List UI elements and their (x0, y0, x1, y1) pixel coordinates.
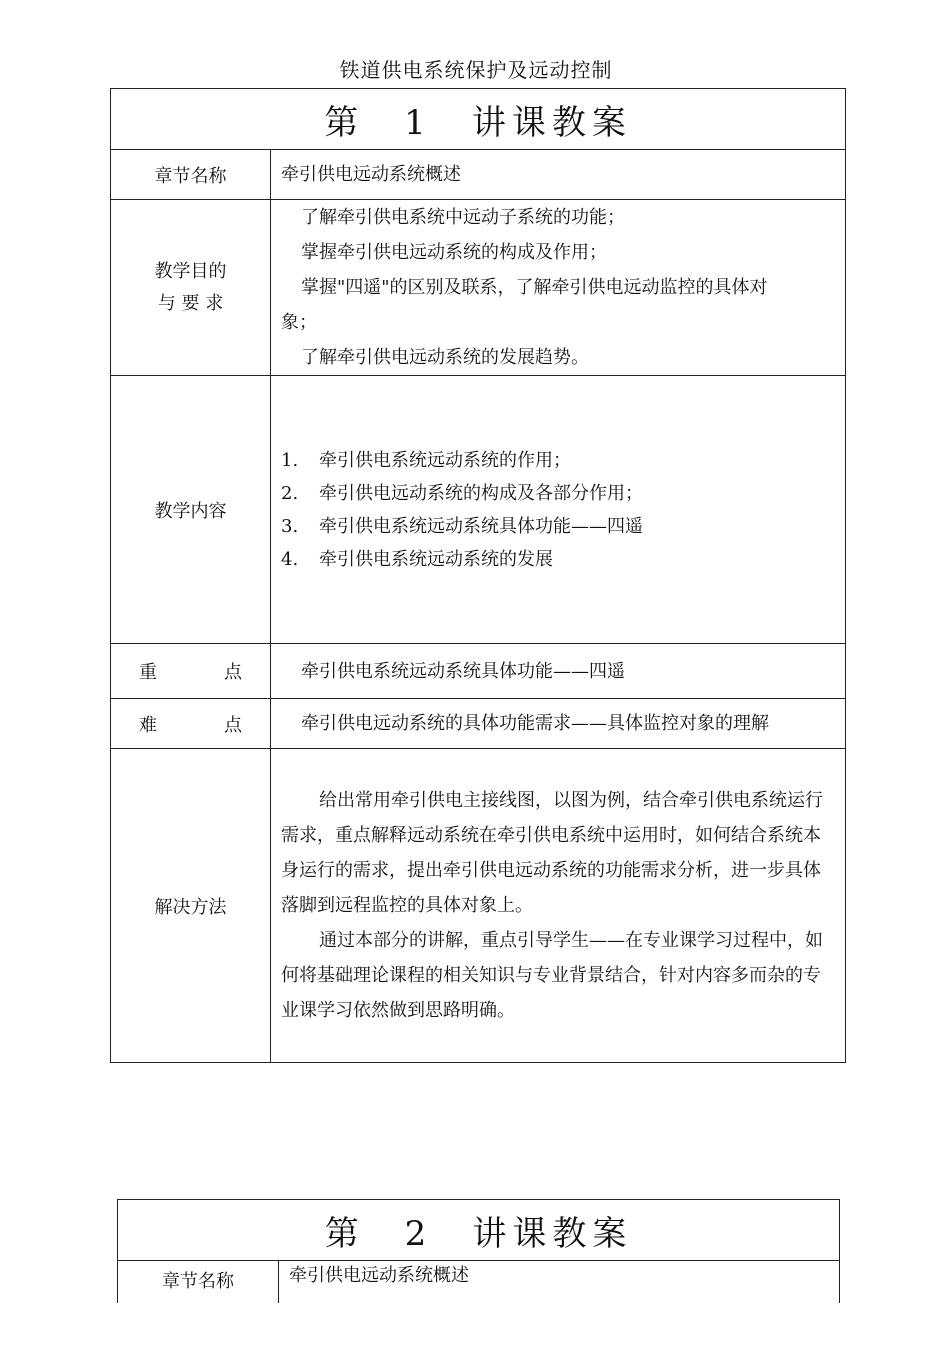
objective-item: 了解牵引供电远动系统的发展趋势。 (301, 347, 589, 368)
objectives-label (111, 200, 271, 376)
content-label: 教学内容 (111, 376, 271, 644)
difficulty-label (111, 699, 271, 749)
chapter-label: 章节名称 (111, 150, 271, 200)
content-list (281, 444, 845, 576)
lesson-2-table (117, 1199, 840, 1303)
objectives-label-line-1: 教学目的 (154, 260, 227, 282)
solution-label: 解决方法 (111, 749, 271, 1063)
diff-label-a: 难 (139, 714, 157, 736)
objective-item: 掌握牵引供电远动系统的构成及作用； (301, 242, 607, 263)
objective-item: 象； (281, 312, 317, 333)
content-cell (271, 376, 846, 644)
list-item-number: 2. (281, 482, 299, 504)
key-point-value: 牵引供电系统远动系统具体功能——四遥 (271, 644, 846, 699)
diff-label-b: 点 (224, 714, 242, 736)
list-item-number: 1. (281, 449, 299, 471)
list-item-text: 牵引供电远动系统的构成及各部分作用； (319, 482, 643, 504)
list-item (281, 510, 845, 543)
chapter-value: 牵引供电远动系统概述 (271, 150, 846, 200)
list-item (281, 444, 845, 477)
lesson-1-table (110, 88, 846, 1063)
lesson-2-title: 第 2 讲课教案 (118, 1200, 840, 1261)
list-item-text: 牵引供电系统远动系统的作用； (319, 449, 571, 471)
list-item (281, 477, 845, 510)
key-label-a: 重 (139, 662, 157, 683)
objectives-label-line-2: 与 要 求 (157, 292, 224, 314)
key-point-label (111, 644, 271, 699)
difficulty-value: 牵引供电远动系统的具体功能需求——具体监控对象的理解 (271, 699, 846, 749)
list-item (281, 543, 845, 576)
list-item-number: 4. (281, 548, 299, 570)
solution-cell (271, 749, 846, 1063)
chapter-value: 牵引供电远动系统概述 (279, 1261, 840, 1303)
page-header: 铁道供电系统保护及远动控制 (339, 58, 613, 82)
solution-paragraph-1: 给出常用牵引供电主接线图，以图为例，结合牵引供电系统运行需求，重点解释远动系统在牵引供电系统中运用时，如何结合系统本身运行的需求，提出牵引供电远动系统的功能需求分析，进一步具体落脚到远程监控的具体对象上。 (281, 790, 823, 916)
objectives-cell (271, 200, 846, 376)
solution-paragraph-2: 通过本部分的讲解，重点引导学生——在专业课学习过程中，如何将基础理论课程的相关知识与专业背景结合，针对内容多而杂的专业课学习依然做到思路明确。 (281, 930, 823, 1021)
objective-item: 了解牵引供电系统中远动子系统的功能； (301, 207, 625, 228)
objective-item: 掌握"四遥"的区别及联系，了解牵引供电远动监控的具体对 (301, 277, 768, 298)
chapter-label: 章节名称 (118, 1261, 279, 1303)
list-item-number: 3. (281, 515, 299, 537)
lesson-1-title: 第 1 讲课教案 (111, 89, 846, 150)
list-item-text: 牵引供电系统远动系统具体功能——四遥 (319, 515, 643, 537)
list-item-text: 牵引供电系统远动系统的发展 (319, 548, 553, 570)
key-label-b: 点 (224, 662, 242, 683)
